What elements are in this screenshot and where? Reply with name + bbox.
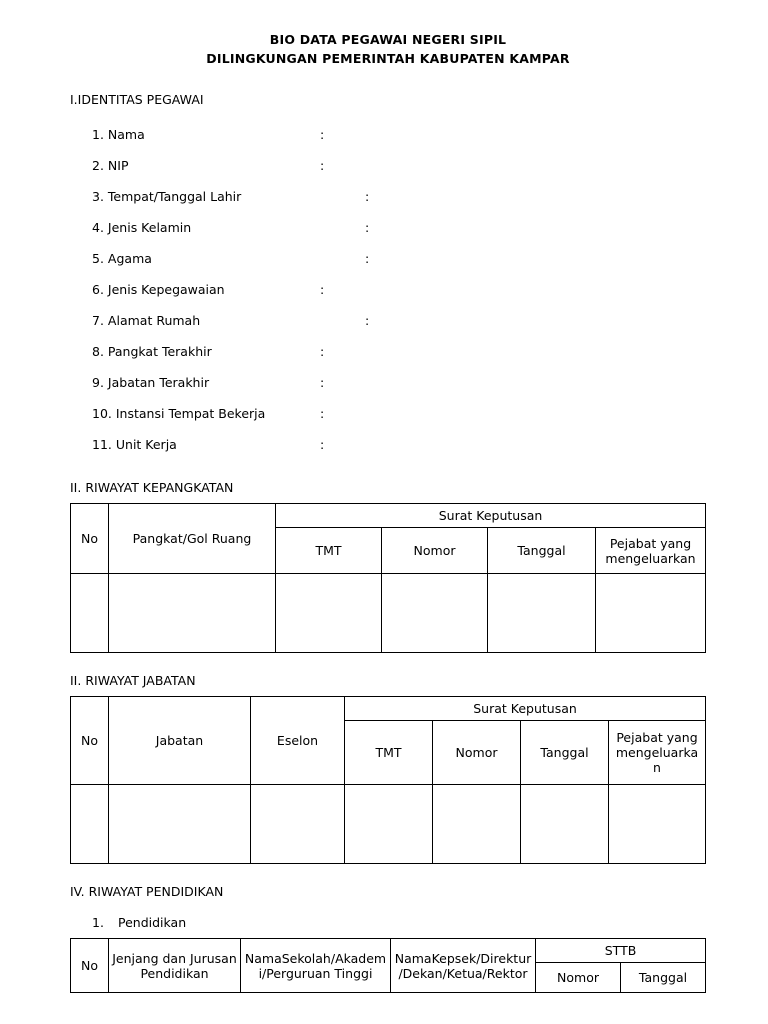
table-pendidikan: [70, 938, 706, 993]
cell-tanggal[interactable]: [488, 574, 596, 653]
item-colon: :: [320, 375, 325, 390]
table-riwayat-jabatan: [70, 696, 706, 864]
header-cell-nomor: Nomor: [382, 528, 488, 574]
list-item: [70, 429, 706, 460]
cell-no[interactable]: [71, 785, 109, 864]
table-pendidikan-wrap: [70, 938, 706, 993]
item-label: Tempat/Tanggal Lahir: [107, 189, 242, 204]
cell-pejabat[interactable]: [609, 785, 706, 864]
header-cell-no: No: [71, 939, 109, 993]
cell-tmt[interactable]: [276, 574, 382, 653]
header-cell-tanggal: Tanggal: [488, 528, 596, 574]
item-label: Jenis Kepegawaian: [107, 282, 225, 297]
cell-no[interactable]: [71, 574, 109, 653]
list-item: [70, 367, 706, 398]
header-cell-surat-keputusan: Surat Keputusan: [276, 504, 706, 528]
item-number: 6.: [92, 282, 104, 297]
header-cell-nomor: Nomor: [536, 963, 621, 993]
item-colon: :: [365, 251, 370, 266]
table-row[interactable]: [71, 574, 706, 653]
item-label: Unit Kerja: [115, 437, 177, 452]
cell-tanggal[interactable]: [521, 785, 609, 864]
subsection-pendidikan: [70, 915, 706, 930]
item-label: Nama: [107, 127, 145, 142]
item-colon: :: [320, 282, 325, 297]
cell-nomor[interactable]: [382, 574, 488, 653]
header-cell-jabatan: Jabatan: [109, 697, 251, 785]
header-cell-tmt: TMT: [276, 528, 382, 574]
item-label: Alamat Rumah: [107, 313, 201, 328]
item-label: Pangkat Terakhir: [107, 344, 212, 359]
section-heading-riwayat-kepangkatan: II. RIWAYAT KEPANGKATAN: [70, 480, 234, 495]
list-item: [70, 398, 706, 429]
list-item: [70, 336, 706, 367]
item-label: Instansi Tempat Bekerja: [115, 406, 266, 421]
header-cell-surat-keputusan: Surat Keputusan: [345, 697, 706, 721]
item-label: Agama: [107, 251, 152, 266]
item-colon: :: [320, 437, 325, 452]
list-item: [70, 243, 706, 274]
header-cell-tanggal: Tanggal: [521, 721, 609, 785]
header-cell-pangkat: Pangkat/Gol Ruang: [109, 504, 276, 574]
item-label: Jenis Kelamin: [107, 220, 192, 235]
header-cell-pejabat: Pejabat yang mengeluarkan: [596, 528, 706, 574]
item-label: Jabatan Terakhir: [107, 375, 210, 390]
table-riwayat-jabatan-wrap: [70, 696, 706, 864]
item-number: 2.: [92, 158, 104, 173]
subsection-number: 1.: [92, 915, 104, 930]
item-number: 7.: [92, 313, 104, 328]
cell-eselon[interactable]: [251, 785, 345, 864]
cell-pangkat[interactable]: [109, 574, 276, 653]
section-heading-riwayat-jabatan: II. RIWAYAT JABATAN: [70, 673, 196, 688]
page-title-line-1: BIO DATA PEGAWAI NEGERI SIPIL: [269, 32, 507, 47]
list-item: [70, 274, 706, 305]
item-colon: :: [320, 158, 325, 173]
subsection-label: Pendidikan: [118, 915, 187, 930]
item-number: 5.: [92, 251, 104, 266]
item-number: 4.: [92, 220, 104, 235]
item-number: 11.: [92, 437, 112, 452]
header-cell-sttb: STTB: [536, 939, 706, 963]
header-cell-nomor: Nomor: [433, 721, 521, 785]
cell-pejabat[interactable]: [596, 574, 706, 653]
item-colon: :: [365, 220, 370, 235]
item-colon: :: [365, 313, 370, 328]
item-colon: :: [320, 127, 325, 142]
header-cell-tmt: TMT: [345, 721, 433, 785]
item-label: NIP: [107, 158, 129, 173]
item-colon: :: [320, 344, 325, 359]
list-item: [70, 212, 706, 243]
table-header-row: [71, 939, 706, 963]
section-heading-identitas: I.IDENTITAS PEGAWAI: [70, 92, 204, 107]
header-cell-pejabat: Pejabat yang mengeluarkan: [609, 721, 706, 785]
header-cell-tanggal: Tanggal: [621, 963, 706, 993]
table-riwayat-kepangkatan-wrap: [70, 503, 706, 653]
table-header-row: [71, 697, 706, 721]
header-cell-eselon: Eselon: [251, 697, 345, 785]
identitas-list: [70, 119, 706, 460]
list-item: [70, 181, 706, 212]
table-row[interactable]: [71, 785, 706, 864]
table-header-row: [71, 504, 706, 528]
header-cell-no: No: [71, 504, 109, 574]
cell-nomor[interactable]: [433, 785, 521, 864]
list-item: [70, 119, 706, 150]
header-cell-nama-kepsek: NamaKepsek/Direktur/Dekan/Ketua/Rektor: [391, 939, 536, 993]
list-item: [70, 150, 706, 181]
item-colon: :: [320, 406, 325, 421]
list-item: [70, 305, 706, 336]
header-cell-nama-sekolah: NamaSekolah/Akademi/Perguruan Tinggi: [241, 939, 391, 993]
table-riwayat-kepangkatan: [70, 503, 706, 653]
item-number: 3.: [92, 189, 104, 204]
cell-tmt[interactable]: [345, 785, 433, 864]
item-colon: :: [365, 189, 370, 204]
page-title-line-2: DILINGKUNGAN PEMERINTAH KABUPATEN KAMPAR: [206, 51, 570, 66]
header-cell-jenjang: Jenjang dan Jurusan Pendidikan: [109, 939, 241, 993]
item-number: 8.: [92, 344, 104, 359]
item-number: 9.: [92, 375, 104, 390]
header-cell-no: No: [71, 697, 109, 785]
item-number: 1.: [92, 127, 104, 142]
item-number: 10.: [92, 406, 112, 421]
cell-jabatan[interactable]: [109, 785, 251, 864]
section-heading-riwayat-pendidikan: IV. RIWAYAT PENDIDIKAN: [70, 884, 224, 899]
